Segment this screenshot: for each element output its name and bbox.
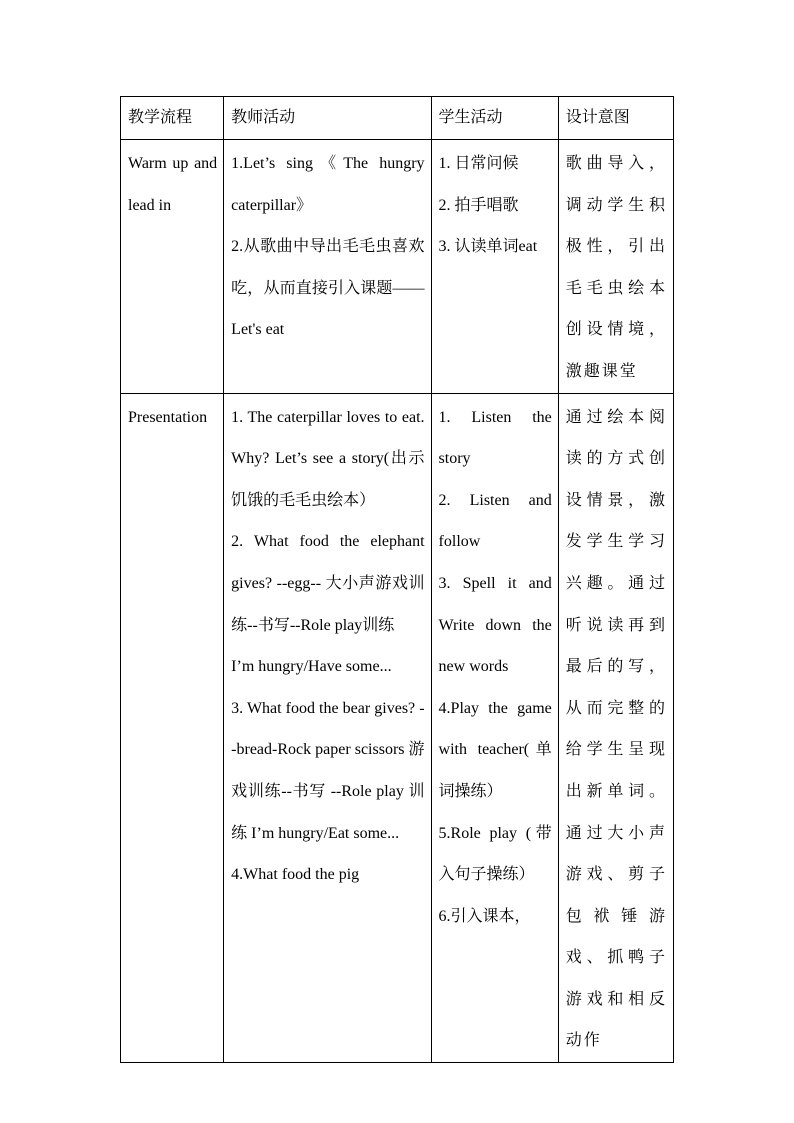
teacher-step: I’m hungry/Have some... bbox=[231, 658, 392, 676]
header-design-intent: 设计意图 bbox=[558, 97, 673, 140]
teacher-step: 2.从歌曲中导出毛毛虫喜欢吃，从而直接引入课题——Let's eat bbox=[231, 238, 425, 339]
student-activity-cell bbox=[431, 140, 558, 394]
header-teacher-activity: 教师活动 bbox=[224, 97, 431, 140]
student-step: 5.Role play (带入句子操练） bbox=[438, 824, 552, 884]
header-row bbox=[121, 97, 674, 140]
teacher-step: 1. The caterpillar loves to eat. Why? Let’s see a story(出示饥饿的毛毛虫绘本） bbox=[231, 408, 425, 509]
stage-cell: Warm up and lead in bbox=[121, 140, 224, 394]
teacher-step: 2. What food the elephant gives? --egg-- 大小声游戏训练--书写--Role play训练 bbox=[231, 533, 425, 634]
header-stage: 教学流程 bbox=[121, 97, 224, 140]
teacher-activity-cell bbox=[224, 140, 431, 394]
student-step: 1. 日常问候 bbox=[438, 155, 519, 172]
teacher-step: 1.Let’s sing《The hungry caterpillar》 bbox=[231, 155, 425, 214]
table-row-warm-up bbox=[121, 140, 674, 394]
teacher-step: 4.What food the pig bbox=[231, 866, 360, 884]
student-step: 3. Spell it and Write down the new words bbox=[438, 574, 552, 676]
header-student-activity: 学生活动 bbox=[431, 97, 558, 140]
student-step: 6.引入课本， bbox=[438, 907, 531, 925]
stage-cell: Presentation bbox=[121, 393, 224, 1063]
lesson-plan-table bbox=[120, 96, 674, 1063]
student-step: 3. 认读单词eat bbox=[438, 238, 538, 256]
student-step: 1. Listen the story bbox=[438, 408, 552, 468]
design-intent-cell: 通过绘本阅读的方式创设情景，激发学生学习兴趣。通过听说读再到最后的写，从而完整的给学生呈现出新单词。通过大小声游戏、剪子包袱锤游戏、抓鸭子游戏和相反动作 bbox=[558, 393, 673, 1063]
teacher-step: 3. What food the bear gives? --bread-Rock paper scissors 游戏训练--书写 --Role play 训练 I’m hungry/Eat some... bbox=[231, 699, 425, 842]
student-activity-cell bbox=[431, 393, 558, 1063]
teacher-activity-cell bbox=[224, 393, 431, 1063]
table-row-presentation bbox=[121, 393, 674, 1063]
student-step: 2. Listen and follow bbox=[438, 491, 552, 551]
student-step: 4.Play the game with teacher(单词操练） bbox=[438, 699, 552, 800]
design-intent-cell: 歌曲导入，调动学生积极性，引出毛毛虫绘本创设情境，激趣课堂 bbox=[558, 140, 673, 394]
student-step: 2. 拍手唱歌 bbox=[438, 196, 519, 214]
